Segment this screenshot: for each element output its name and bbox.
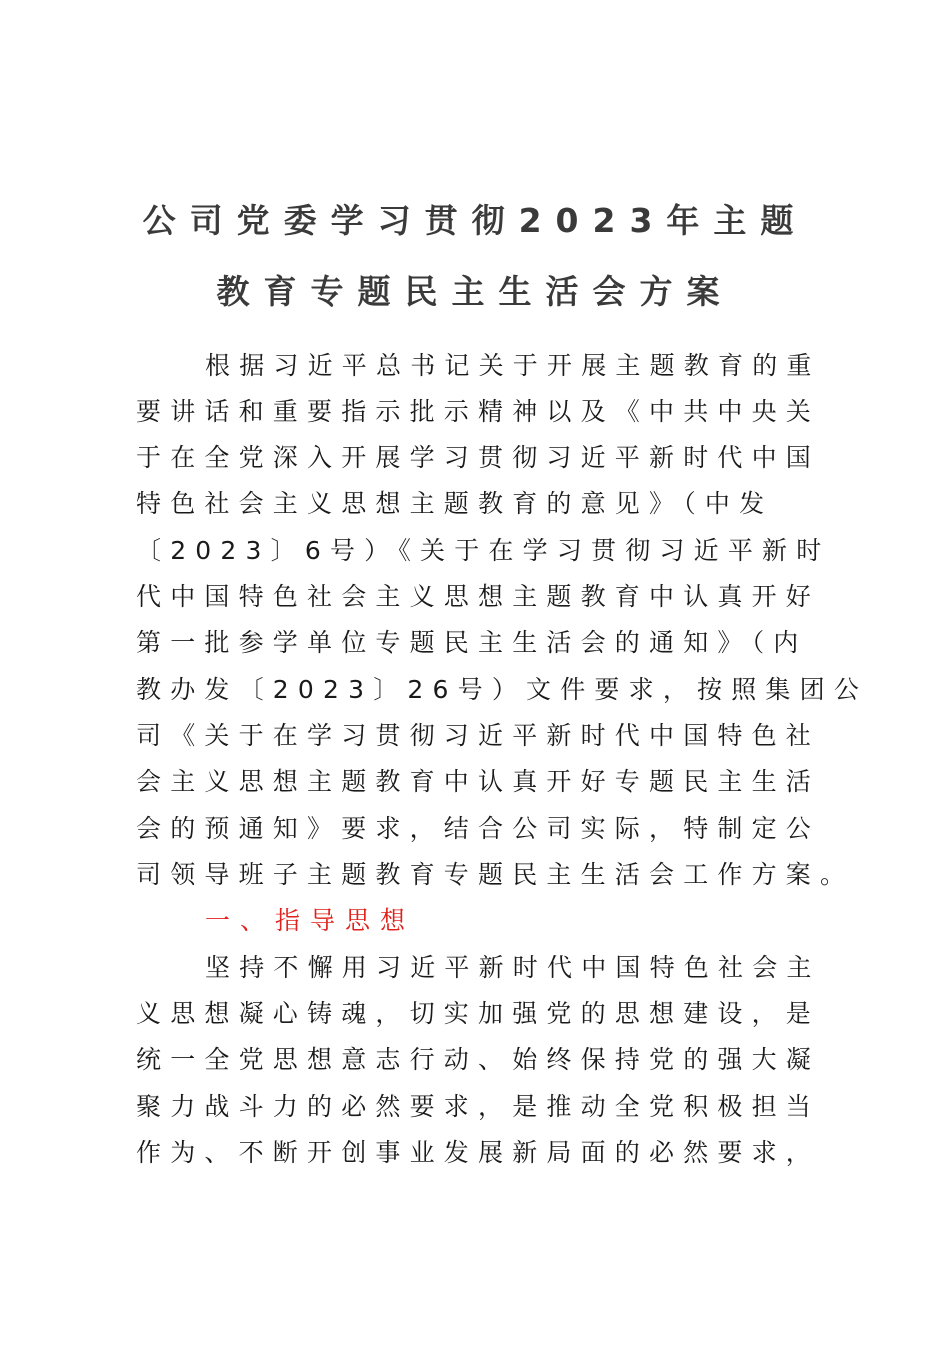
section-paragraph-line: 义思想凝心铸魂，切实加强党的思想建设，是 [136,999,821,1028]
intro-paragraph-line: 会的预通知》要求，结合公司实际，特制定公 [136,814,821,843]
section-paragraph-line: 作为、不断开创事业发展新局面的必然要求， [136,1138,821,1167]
intro-paragraph-line: 司领导班子主题教育专题民主生活会工作方案。 [136,860,855,889]
intro-paragraph-line: 代中国特色社会主义思想主题教育中认真开好 [136,582,821,611]
intro-paragraph-line: 第一批参学单位专题民主生活会的通知》（内 [136,628,808,657]
section-paragraph-line: 聚力战斗力的必然要求，是推动全党积极担当 [136,1092,821,1121]
intro-paragraph-line: 教办发〔2023〕26号）文件要求，按照集团公 [136,675,869,704]
section-paragraph-line: 统一全党思想意志行动、始终保持党的强大凝 [136,1045,821,1074]
intro-paragraph-line: 根据习近平总书记关于开展主题教育的重 [205,351,821,380]
section-heading: 一、指导思想 [205,906,416,935]
intro-paragraph-line: 特色社会主义思想主题教育的意见》（中发 [136,489,774,518]
intro-paragraph-line: 于在全党深入开展学习贯彻习近平新时代中国 [136,443,821,472]
document-title-line-1: 公司党委学习贯彻2023年主题 [142,201,808,240]
intro-paragraph-line: 司《关于在学习贯彻习近平新时代中国特色社 [136,721,821,750]
intro-paragraph-line: 〔2023〕6号）《关于在学习贯彻习近平新时 [136,536,831,565]
intro-paragraph-line: 要讲话和重要指示批示精神以及《中共中央关 [136,397,821,426]
section-paragraph-line: 坚持不懈用习近平新时代中国特色社会主 [205,953,821,982]
document-title-line-2: 教育专题民主生活会方案 [216,272,734,311]
intro-paragraph-line: 会主义思想主题教育中认真开好专题民主生活 [136,767,821,796]
